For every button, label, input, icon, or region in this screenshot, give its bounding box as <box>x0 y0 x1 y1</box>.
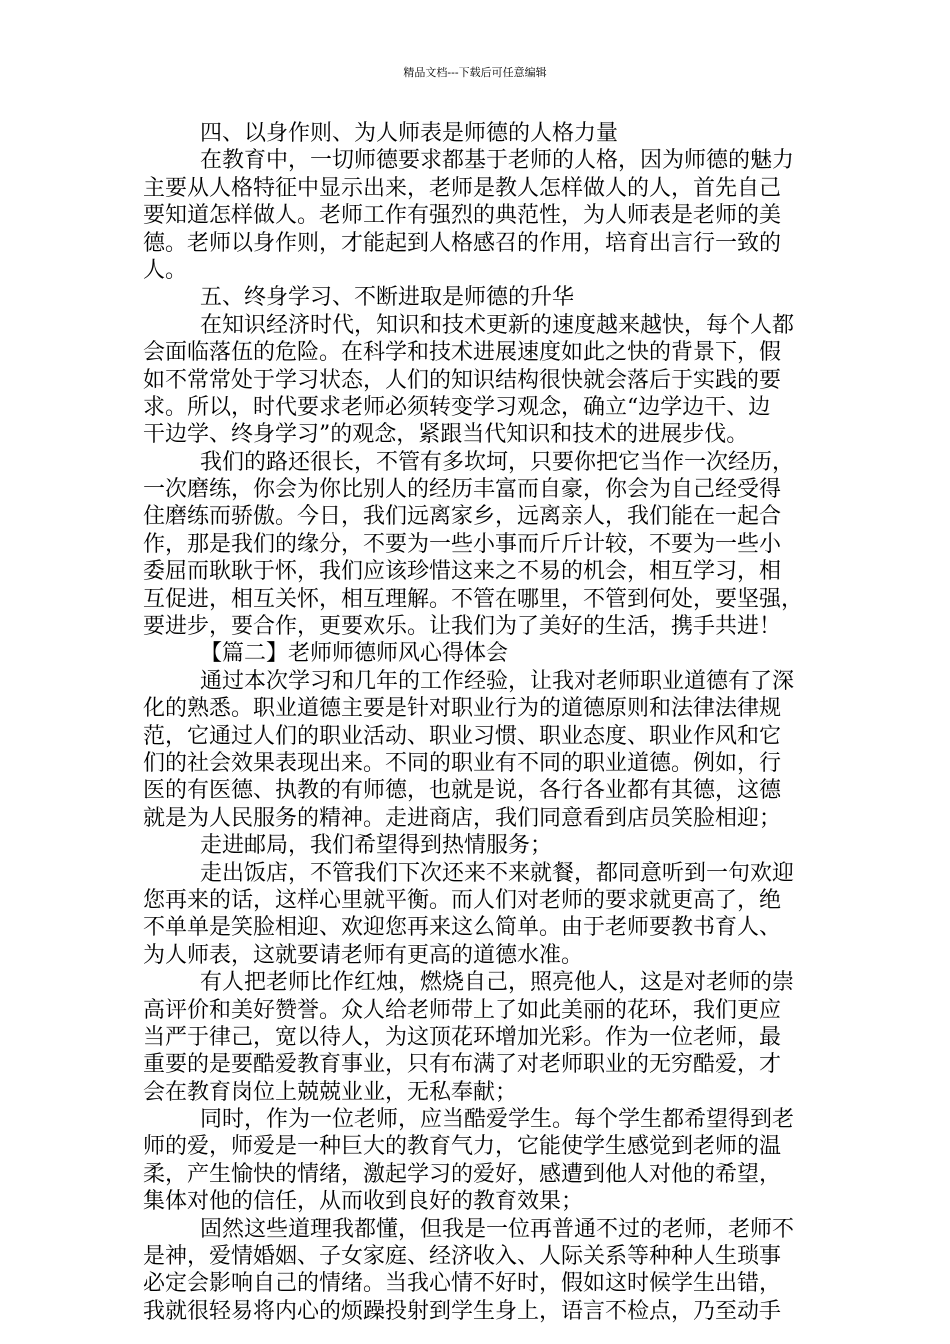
text-line: 医的有医德、执教的有师德，也就是说，各行各业都有其德，这德 <box>143 778 782 804</box>
text-line: 要知道怎样做人。老师工作有强烈的典范性，为人师表是老师的美 <box>143 203 782 229</box>
text-line: 我就很轻易将内心的烦躁投射到学生身上，语言不检点，乃至动手 <box>143 1298 782 1324</box>
text-line: 会面临落伍的危险。在科学和技术进展速度如此之快的背景下，假 <box>143 340 782 366</box>
text-line: 柔，产生愉快的情绪，激起学习的爱好，感遭到他人对他的希望， <box>143 1161 782 1187</box>
text-line: 有人把老师比作红烛，燃烧自己，照亮他人，这是对老师的崇 <box>200 970 795 996</box>
text-line: 在知识经济时代，知识和技术更新的速度越来越快，每个人都 <box>200 312 795 338</box>
text-line: 我们的路还很长，不管有多坎坷，只要你把它当作一次经历， <box>200 449 795 475</box>
text-line: 当严于律己，宽以待人，为这顶花环增加光彩。作为一位老师，最 <box>143 1024 782 1050</box>
text-line: 通过本次学习和几年的工作经验，让我对老师职业道德有了深 <box>200 668 795 694</box>
text-line: 会在教育岗位上兢兢业业，无私奉献； <box>143 1079 518 1105</box>
text-line: 互促进，相互关怀，相互理解。不管在哪里，不管到何处，要坚强， <box>143 586 804 612</box>
text-line: 要进步，要合作，更要欢乐。让我们为了美好的生活，携手共进！ <box>143 614 782 640</box>
document-body <box>143 120 823 1325</box>
text-line: 固然这些道理我都懂，但我是一位再普通不过的老师，老师不 <box>200 1216 795 1242</box>
text-line: 重要的是要酷爱教育事业，只有布满了对老师职业的无穷酷爱，才 <box>143 1052 782 1078</box>
text-line: 作，那是我们的缘分，不要为一些小事而斤斤计较，不要为一些小 <box>143 531 782 557</box>
text-line: 求。所以，时代要求老师必须转变学习观念，确立“边学边干、边 <box>143 394 771 420</box>
text-line: 住磨练而骄傲。今日，我们远离家乡，远离亲人，我们能在一起合 <box>143 504 782 530</box>
text-line: 德。老师以身作则，才能起到人格感召的作用，培育出言行一致的 <box>143 230 782 256</box>
text-line: 为人师表，这就要请老师有更高的道德水准。 <box>143 942 584 968</box>
text-line: 不单单是笑脸相迎、欢迎您再来这么简单。由于老师要教书育人、 <box>143 915 782 941</box>
text-line: 必定会影响自己的情绪。当我心情不好时，假如这时候学生出错， <box>143 1271 782 1297</box>
text-line: 四、以身作则、为人师表是师德的人格力量 <box>200 121 619 146</box>
text-line: 主要从人格特征中显示出来，老师是教人怎样做人的人，首先自己 <box>143 175 782 201</box>
text-line: 们的社会效果表现出来。不同的职业有不同的职业道德。例如，行 <box>143 750 782 776</box>
text-line: 【篇二】老师师德师风心得体会 <box>200 641 509 667</box>
text-line: 师的爱，师爱是一种巨大的教育气力，它能使学生感觉到老师的温 <box>143 1134 782 1160</box>
text-line: 人。 <box>143 257 188 283</box>
text-line: 如不常常处于学习状态，人们的知识结构很快就会落后于实践的要 <box>143 367 782 393</box>
text-line: 是神，爱情婚姻、子女家庭、经济收入、人际关系等种种人生琐事 <box>143 1244 782 1270</box>
text-line: 就是为人民服务的精神。走进商店，我们同意看到店员笑脸相迎； <box>143 805 782 831</box>
text-line: 范，它通过人们的职业活动、职业习惯、职业态度、职业作风和它 <box>143 723 782 749</box>
text-line: 化的熟悉。职业道德主要是针对职业行为的道德原则和法律法律规 <box>143 696 782 722</box>
text-line: 委屈而耿耿于怀，我们应该珍惜这来之不易的机会，相互学习，相 <box>143 559 782 585</box>
text-line: 一次磨练，你会为你比别人的经历丰富而自豪，你会为自己经受得 <box>143 477 782 503</box>
text-line: 集体对他的信任，从而收到良好的教育效果； <box>143 1189 584 1215</box>
text-line: 走出饭店，不管我们下次还来不来就餐，都同意听到一句欢迎 <box>200 860 795 886</box>
text-line: 在教育中，一切师德要求都基于老师的人格，因为师德的魅力 <box>200 148 795 174</box>
text-line: 干边学、终身学习”的观念，紧跟当代知识和技术的进展步伐。 <box>143 422 749 448</box>
text-line: 同时，作为一位老师，应当酷爱学生。每个学生都希望得到老 <box>200 1107 795 1133</box>
text-line: 高评价和美好赞誉。众人给老师带上了如此美丽的花环，我们更应 <box>143 997 782 1023</box>
text-line: 您再来的话，这样心里就平衡。而人们对老师的要求就更高了，绝 <box>143 887 782 913</box>
page-header: 精品文档---下载后可任意编辑 <box>403 66 547 79</box>
text-line: 走进邮局，我们希望得到热情服务； <box>200 833 553 859</box>
text-line: 五、终身学习、不断进取是师德的升华 <box>200 285 575 311</box>
